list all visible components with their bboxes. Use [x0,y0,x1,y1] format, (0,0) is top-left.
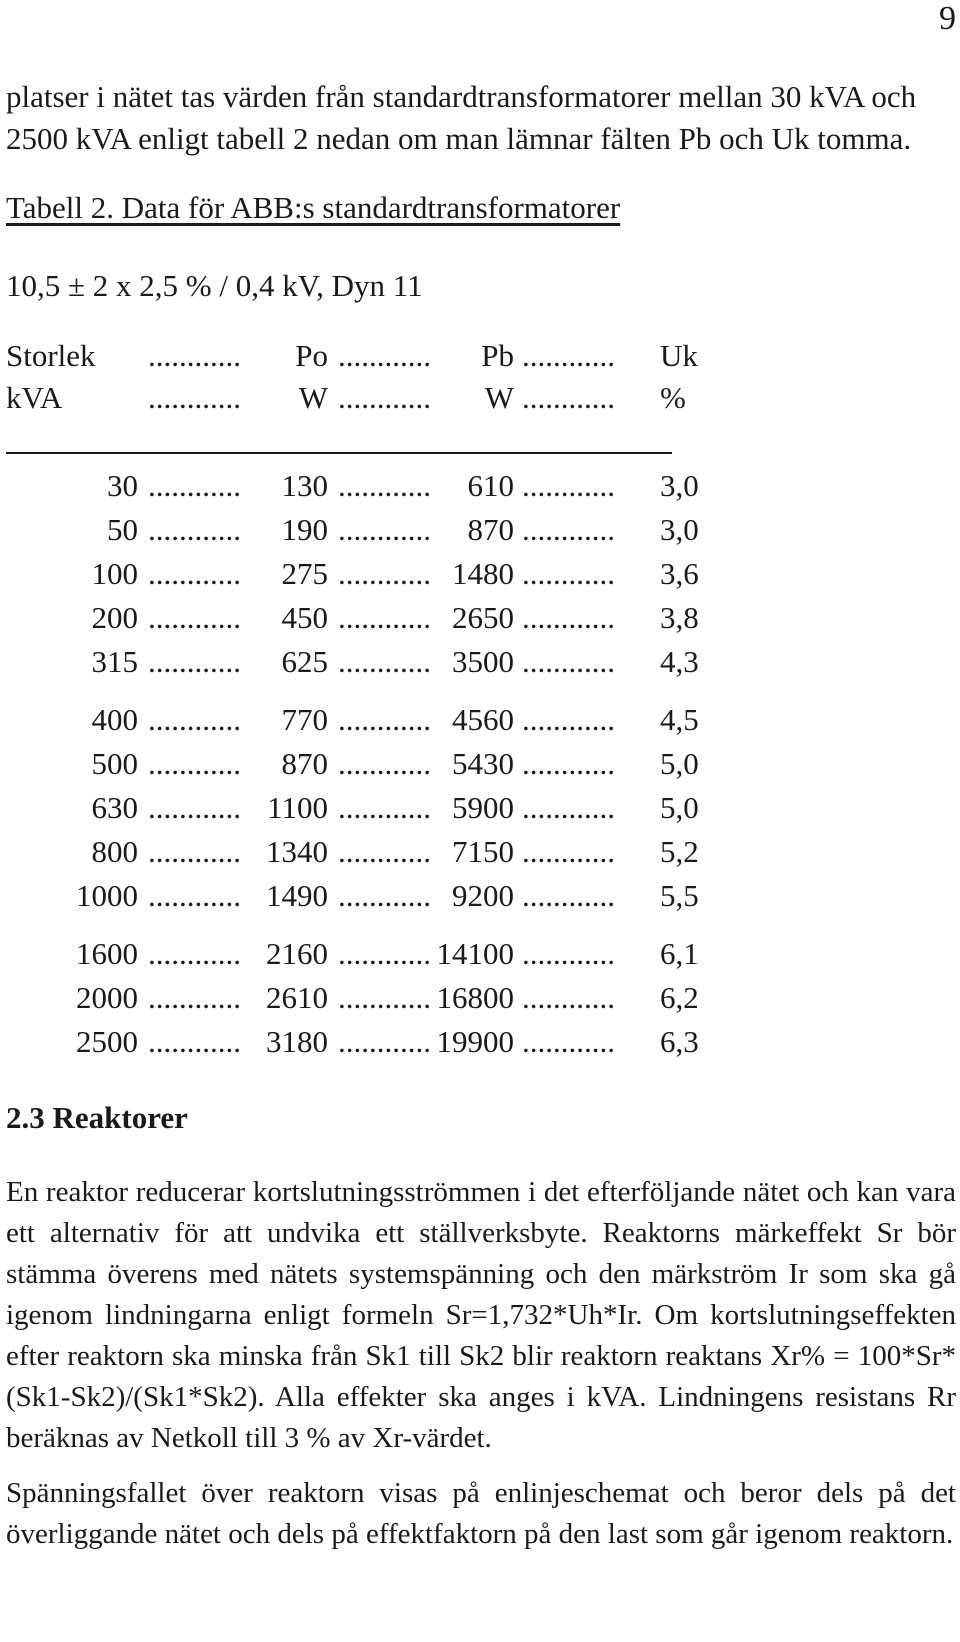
leader: ............ [338,790,431,825]
uk-cell: 3,0 [660,512,699,547]
header-po-unit: W [298,380,328,415]
header-size-label: Storlek [6,338,96,373]
table-row [0,1024,760,1068]
intro-line: 2500 kVA enligt tabell 2 nedan om man lämnar fälten Pb och Uk tomma. [6,121,912,156]
size-cell: 315 [91,644,138,679]
header-unit-label: kVA [6,380,63,415]
uk-cell: 5,2 [660,834,699,869]
size-cell: 1600 [76,936,138,971]
pb-cell: 870 [467,512,514,547]
po-cell: 130 [281,468,328,503]
uk-cell: 6,3 [660,1024,699,1059]
po-cell: 450 [281,600,328,635]
po-cell: 1490 [266,878,328,913]
leader: ............ [338,556,431,591]
table-row [0,702,760,746]
leader: ............ [522,644,615,679]
size-cell: 200 [91,600,138,635]
table-row [0,512,760,556]
po-cell: 3180 [266,1024,328,1059]
leader: ............ [148,600,241,635]
leader: ............ [148,1024,241,1059]
leader: ............ [338,936,431,971]
leader: ............ [522,512,615,547]
leader: ............ [522,878,615,913]
po-cell: 2610 [266,980,328,1015]
leader: ............ [148,936,241,971]
leader: ............ [148,644,241,679]
table-rule [6,452,672,454]
leader: ............ [338,834,431,869]
leader: ............ [148,338,241,373]
po-cell: 625 [281,644,328,679]
leader: ............ [338,980,431,1015]
pb-cell: 5900 [452,790,514,825]
size-cell: 1000 [76,878,138,913]
leader: ............ [338,512,431,547]
leader: ............ [522,380,615,415]
po-cell: 770 [281,702,328,737]
size-cell: 2500 [76,1024,138,1059]
table-row [0,834,760,878]
pb-cell: 9200 [452,878,514,913]
leader: ............ [522,556,615,591]
pb-cell: 1480 [452,556,514,591]
uk-cell: 4,5 [660,702,699,737]
paragraph-voltage-drop: Spänningsfallet över reaktorn visas på enlinjeschemat och beror dels på det överliggande nätet och dels på effektfaktorn på den last som går igenom reaktorn. [6,1477,956,1550]
pb-cell: 2650 [452,600,514,635]
size-cell: 500 [91,746,138,781]
leader: ............ [338,600,431,635]
uk-cell: 3,0 [660,468,699,503]
table-row [0,746,760,790]
header-uk-unit: % [660,380,686,415]
pb-cell: 3500 [452,644,514,679]
table-row [0,468,760,512]
size-cell: 100 [91,556,138,591]
leader: ............ [338,380,431,415]
uk-cell: 3,6 [660,556,699,591]
po-cell: 190 [281,512,328,547]
leader: ............ [338,878,431,913]
leader: ............ [522,1024,615,1059]
leader: ............ [148,556,241,591]
leader: ............ [338,644,431,679]
table-row [0,790,760,834]
leader: ............ [522,600,615,635]
pb-cell: 7150 [452,834,514,869]
leader: ............ [148,878,241,913]
intro-line: platser i nätet tas värden från standardtransformatorer mellan 30 kVA och [6,79,917,114]
po-cell: 275 [281,556,328,591]
transformer-spec: 10,5 ± 2 x 2,5 % / 0,4 kV, Dyn 11 [6,268,423,303]
leader: ............ [338,702,431,737]
table-header-row [0,338,760,382]
leader: ............ [522,702,615,737]
section-heading: 2.3 Reaktorer [6,1100,188,1135]
size-cell: 50 [107,512,138,547]
leader: ............ [522,834,615,869]
table-row [0,980,760,1024]
leader: ............ [148,512,241,547]
paragraph-reactor-description: En reaktor reducerar kortslutningsströmmen i det efterföljande nätet och kan vara ett alternativ för att undvika ett ställverksbyte. Reaktorns märkeffekt Sr bör stämma överens med nätets systemspänning och den märkström Ir som ska gå igenom lindningarna enligt formeln Sr=1,732*Uh*Ir. Om kortslutningseffekten efter reaktorn ska minska från Sk1 till Sk2 blir reaktorn reaktans Xr% = 100*Sr*(Sk1-Sk2)/(Sk1*Sk2). Alla effekter ska anges i kVA. Lindningens resistans Rr beräknas av Netkoll till 3 % av Xr-värdet. [6,1176,956,1454]
pb-cell: 14100 [436,936,514,971]
leader: ............ [338,468,431,503]
header-pb: Pb [481,338,514,373]
leader: ............ [522,468,615,503]
leader: ............ [148,468,241,503]
leader: ............ [522,980,615,1015]
leader: ............ [148,980,241,1015]
header-uk: Uk [660,338,698,373]
leader: ............ [522,936,615,971]
po-cell: 1100 [267,790,328,825]
uk-cell: 5,0 [660,790,699,825]
header-pb-unit: W [484,380,514,415]
table-header-row [0,380,760,424]
leader: ............ [148,746,241,781]
uk-cell: 6,1 [660,936,699,971]
leader: ............ [522,746,615,781]
po-cell: 2160 [266,936,328,971]
leader: ............ [148,702,241,737]
po-cell: 1340 [266,834,328,869]
table-caption: Tabell 2. Data för ABB:s standardtransformatorer [6,190,621,225]
intro-text [6,76,916,160]
leader: ............ [148,790,241,825]
uk-cell: 4,3 [660,644,699,679]
table-row [0,600,760,644]
uk-cell: 3,8 [660,600,699,635]
size-cell: 630 [91,790,138,825]
size-cell: 2000 [76,980,138,1015]
table-row [0,936,760,980]
leader: ............ [522,790,615,825]
uk-cell: 5,5 [660,878,699,913]
header-po: Po [295,338,328,373]
uk-cell: 6,2 [660,980,699,1015]
pb-cell: 5430 [452,746,514,781]
table-row [0,556,760,600]
size-cell: 800 [91,834,138,869]
page-number: 9 [939,0,956,37]
size-cell: 30 [107,468,138,503]
uk-cell: 5,0 [660,746,699,781]
po-cell: 870 [281,746,328,781]
leader: ............ [338,746,431,781]
size-cell: 400 [91,702,138,737]
leader: ............ [338,1024,431,1059]
table-row [0,878,760,922]
pb-cell: 16800 [436,980,514,1015]
leader: ............ [148,380,241,415]
pb-cell: 4560 [452,702,514,737]
pb-cell: 610 [467,468,514,503]
leader: ............ [338,338,431,373]
leader: ............ [522,338,615,373]
pb-cell: 19900 [436,1024,514,1059]
table-row [0,644,760,688]
leader: ............ [148,834,241,869]
